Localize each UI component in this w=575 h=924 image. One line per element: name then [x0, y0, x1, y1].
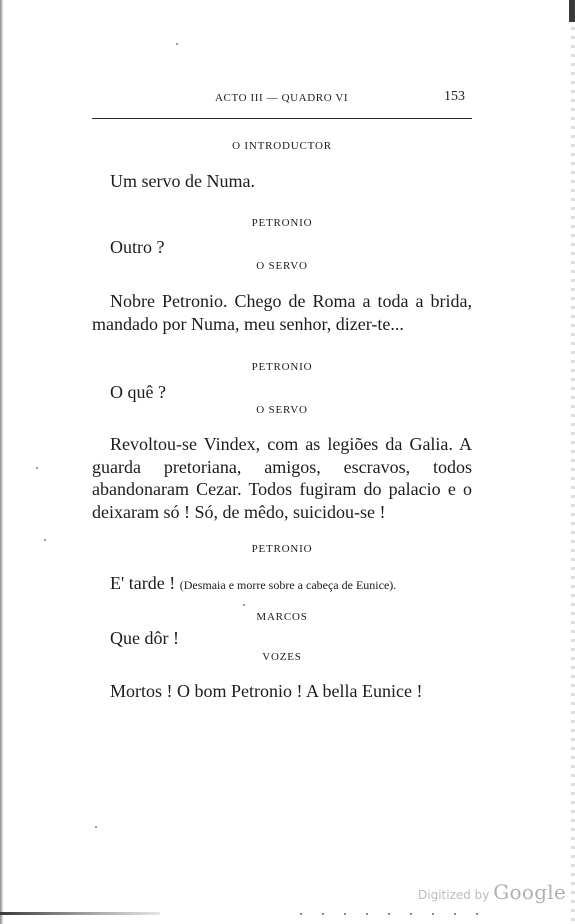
header-rule: [92, 118, 472, 119]
dialogue-text: E' tarde !: [110, 573, 176, 593]
stage-direction: (Desmaia e morre sobre a cabeça de Eunice).: [179, 578, 397, 592]
scan-bottom-strip: [0, 912, 160, 915]
speaker-name: PETRONIO: [251, 543, 313, 555]
page-corner-mark: [569, 0, 575, 22]
page-right-edge: [571, 0, 575, 924]
dialogue-line: Mortos ! O bom Petronio ! A bella Eunice !: [110, 681, 423, 701]
dialogue-paragraph: Revoltou-se Vindex, com as legiões da Galia. A guarda pretoriana, amigos, escravos, todos abandonaram Cezar. Todos fugiram do palacio e o deixaram só ! Só, de mêdo, suicidou-se !: [92, 434, 472, 522]
dialogue-line: O quê ?: [110, 382, 166, 402]
scan-speck: [243, 604, 245, 606]
page-number: 153: [444, 89, 465, 104]
dialogue-line: [110, 572, 396, 596]
speaker-name: O SERVO: [256, 260, 308, 272]
scan-bottom-dots: [300, 913, 490, 915]
scan-speck: [36, 467, 38, 469]
speaker-name: O SERVO: [256, 404, 308, 416]
dialogue-line: Outro ?: [110, 237, 165, 257]
speaker-name: VOZES: [262, 651, 302, 663]
dialogue-line: Que dôr !: [110, 628, 179, 648]
running-head: [0, 89, 575, 110]
speaker-name: O INTRODUCTOR: [232, 140, 332, 152]
speaker-name: PETRONIO: [251, 361, 313, 373]
digitized-watermark: [418, 880, 566, 904]
scan-speck: [176, 43, 178, 45]
dialogue-line: Um servo de Numa.: [110, 171, 255, 191]
speaker-name: PETRONIO: [251, 217, 313, 229]
scan-speck: [44, 539, 46, 541]
page-left-edge: [0, 0, 3, 924]
watermark-prefix: Digitized by: [418, 888, 490, 902]
dialogue-paragraph: Nobre Petronio. Chego de Roma a toda a brida, mandado por Numa, meu senhor, dizer-te...: [92, 291, 472, 334]
watermark-brand: Google: [493, 880, 567, 904]
speaker-name: MARCOS: [256, 611, 308, 623]
running-head-title: ACTO III — QUADRO VI: [215, 92, 349, 104]
scan-speck: [95, 826, 97, 828]
